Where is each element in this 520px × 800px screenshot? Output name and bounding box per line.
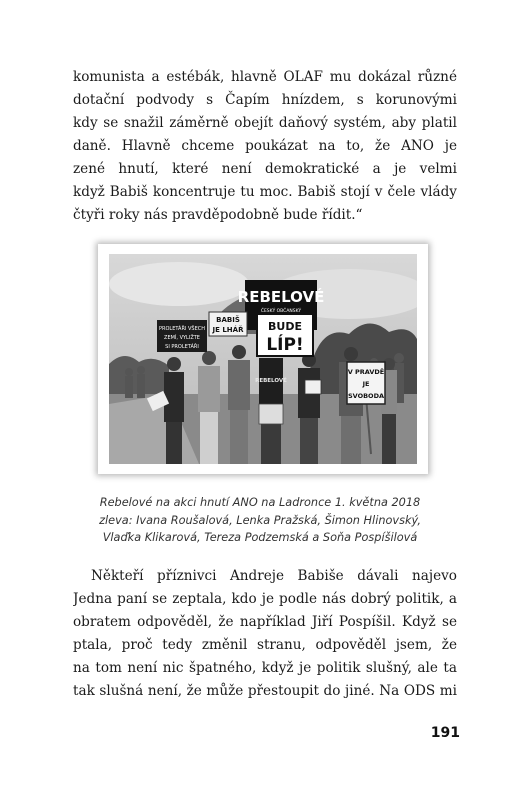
sign-text: BUDE	[268, 320, 302, 333]
sign-text: PROLETÁŘI VŠECH	[159, 326, 205, 332]
text-line: kdy se snažil záměrně obejít daňový systém, aby platil	[73, 115, 457, 131]
text-line: když Babiš koncentruje tu moc. Babiš stojí v čele vlády	[73, 184, 457, 200]
text-line: dotační podvody s Čapím hnízdem, s korunovými	[73, 92, 457, 108]
sign-text: SI PROLETÁŘI	[165, 344, 199, 350]
photo-caption	[60, 494, 460, 547]
sign-text: LÍP!	[266, 335, 304, 355]
small-sign	[305, 380, 321, 394]
caption-line: zleva: Ivana Roušalová, Lenka Pražská, Šimon Hlinovský,	[99, 513, 421, 527]
text-line: tak slušná není, že může přestoupit do jiné. Na ODS mi	[73, 683, 457, 699]
text-line: Někteří příznivci Andreje Babiše dávali najevo	[91, 568, 457, 584]
text-line: zené hnutí, které není demokratické a je velmi	[73, 161, 457, 177]
caption-line: Rebelové na akci hnutí ANO na Ladronce 1. května 2018	[99, 496, 421, 509]
text-line: na tom není nic špatného, když je politik slušný, ale ta	[73, 660, 457, 676]
sign-text: ČESKÝ OBČANSKÝ	[260, 309, 302, 314]
text-line: obratem odpověděl, že například Jiří Pospíšil. Když se	[73, 614, 457, 630]
sign-text: V PRAVDĚ	[347, 368, 385, 376]
protest-photo	[109, 254, 417, 464]
paragraph-babis-supporters	[73, 565, 457, 703]
sign-text: REBELOVÉ	[237, 288, 325, 306]
photo-frame	[98, 244, 428, 474]
sign-text: JE LHÁŘ	[212, 326, 244, 334]
sign-text: JE	[362, 380, 370, 388]
photo-cloud	[109, 262, 249, 306]
sign-text: SVOBODA	[347, 392, 385, 400]
shirt-text: REBELOVÉ	[255, 378, 287, 384]
sign-text: BABIŠ	[216, 316, 240, 324]
sign-bude-lip	[257, 314, 313, 356]
sign-babis-lhar	[209, 312, 247, 336]
paragraph-quote-end	[73, 66, 457, 227]
text-line: ptala, proč tedy změnil stranu, odpověděl jsem, že	[73, 637, 457, 653]
sign-text: ZEMÍ, VYLIŽTE	[164, 335, 200, 341]
text-line: Jedna paní se zeptala, kdo je podle nás dobrý politik, a	[73, 591, 457, 607]
text-line: čtyři roky nás pravděpodobně bude řídit.“	[73, 207, 363, 223]
small-sign	[259, 404, 283, 424]
caption-line: Vlaďka Klikarová, Tereza Podzemská a Soňa Pospíšilová	[102, 531, 418, 544]
text-line: komunista a estébák, hlavně OLAF mu dokázal různé	[73, 69, 457, 85]
page-number: 191	[430, 725, 460, 741]
sign-proletari	[157, 320, 207, 352]
text-line: daně. Hlavně chceme poukázat na to, že ANO je	[73, 138, 457, 154]
